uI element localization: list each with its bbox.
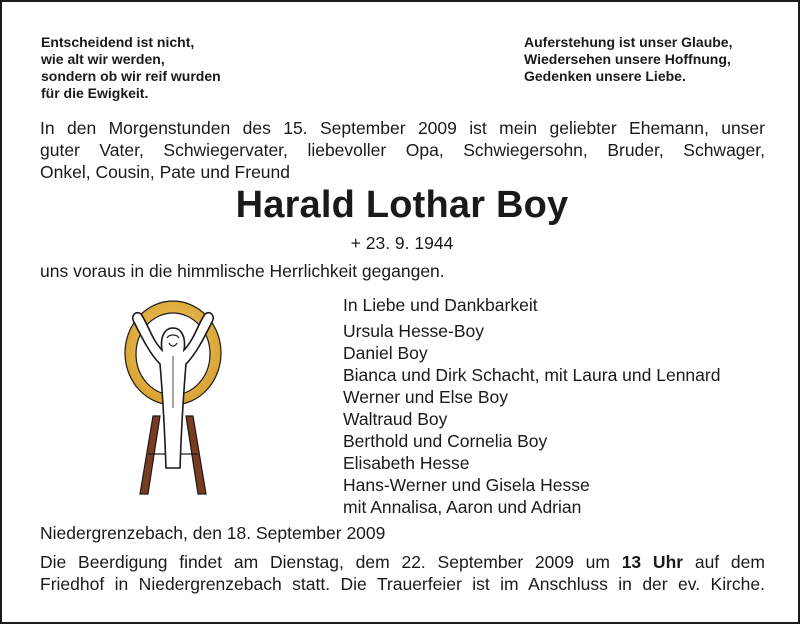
intro-line: In den Morgenstunden des 15. September 2009 ist mein geliebter Ehemann, unser xyxy=(40,118,765,138)
quote-right: Auferstehung ist unser Glaube, Wiedersehen unsere Hoffnung, Gedenken unsere Liebe. xyxy=(524,34,733,84)
mourners-greeting: In Liebe und Dankbarkeit xyxy=(343,295,538,315)
mourner-entry: Bianca und Dirk Schacht, mit Laura und Lennard xyxy=(343,365,721,385)
intro-line: guter Vater, Schwiegervater, liebevoller Opa, Schwiegersohn, Bruder, Schwager, xyxy=(40,140,765,160)
funeral-paragraph xyxy=(40,551,765,595)
mourner-entry: Elisabeth Hesse xyxy=(343,453,470,473)
deceased-name: Harald Lothar Boy xyxy=(235,184,569,226)
cross-post-right xyxy=(186,416,206,494)
resurrection-figure-icon xyxy=(120,298,226,498)
mourner-entry: Daniel Boy xyxy=(343,343,428,363)
intro-paragraph xyxy=(40,117,765,183)
mourner-entry: mit Annalisa, Aaron und Adrian xyxy=(343,497,582,517)
funeral-text: Die Beerdigung findet am Dienstag, dem 22. September 2009 um xyxy=(40,552,622,572)
mourner-entry: Berthold und Cornelia Boy xyxy=(343,431,548,451)
quote-left: Entscheidend ist nicht, wie alt wir werden, sondern ob wir reif wurden für die Ewigkeit. xyxy=(41,34,221,101)
mourners-list xyxy=(343,294,783,518)
death-date: + 23. 9. 1944 xyxy=(350,233,454,253)
intro-line: Onkel, Cousin, Pate und Freund xyxy=(40,162,291,182)
place-and-date: Niedergrenzebach, den 18. September 2009 xyxy=(40,523,386,543)
cross-post-left xyxy=(140,416,160,494)
funeral-text: auf dem xyxy=(683,552,765,572)
funeral-line: Friedhof in Niedergrenzebach statt. Die Trauerfeier ist im Anschluss in der ev. Kirche. xyxy=(40,574,765,594)
passed-away-text: uns voraus in die himmlische Herrlichkeit gegangen. xyxy=(40,261,445,281)
mourner-entry: Hans-Werner und Gisela Hesse xyxy=(343,475,590,495)
mourner-entry: Waltraud Boy xyxy=(343,409,448,429)
funeral-time: 13 Uhr xyxy=(621,552,684,572)
mourner-entry: Ursula Hesse-Boy xyxy=(343,321,485,341)
funeral-line xyxy=(40,551,765,573)
mourner-entry: Werner und Else Boy xyxy=(343,387,509,407)
